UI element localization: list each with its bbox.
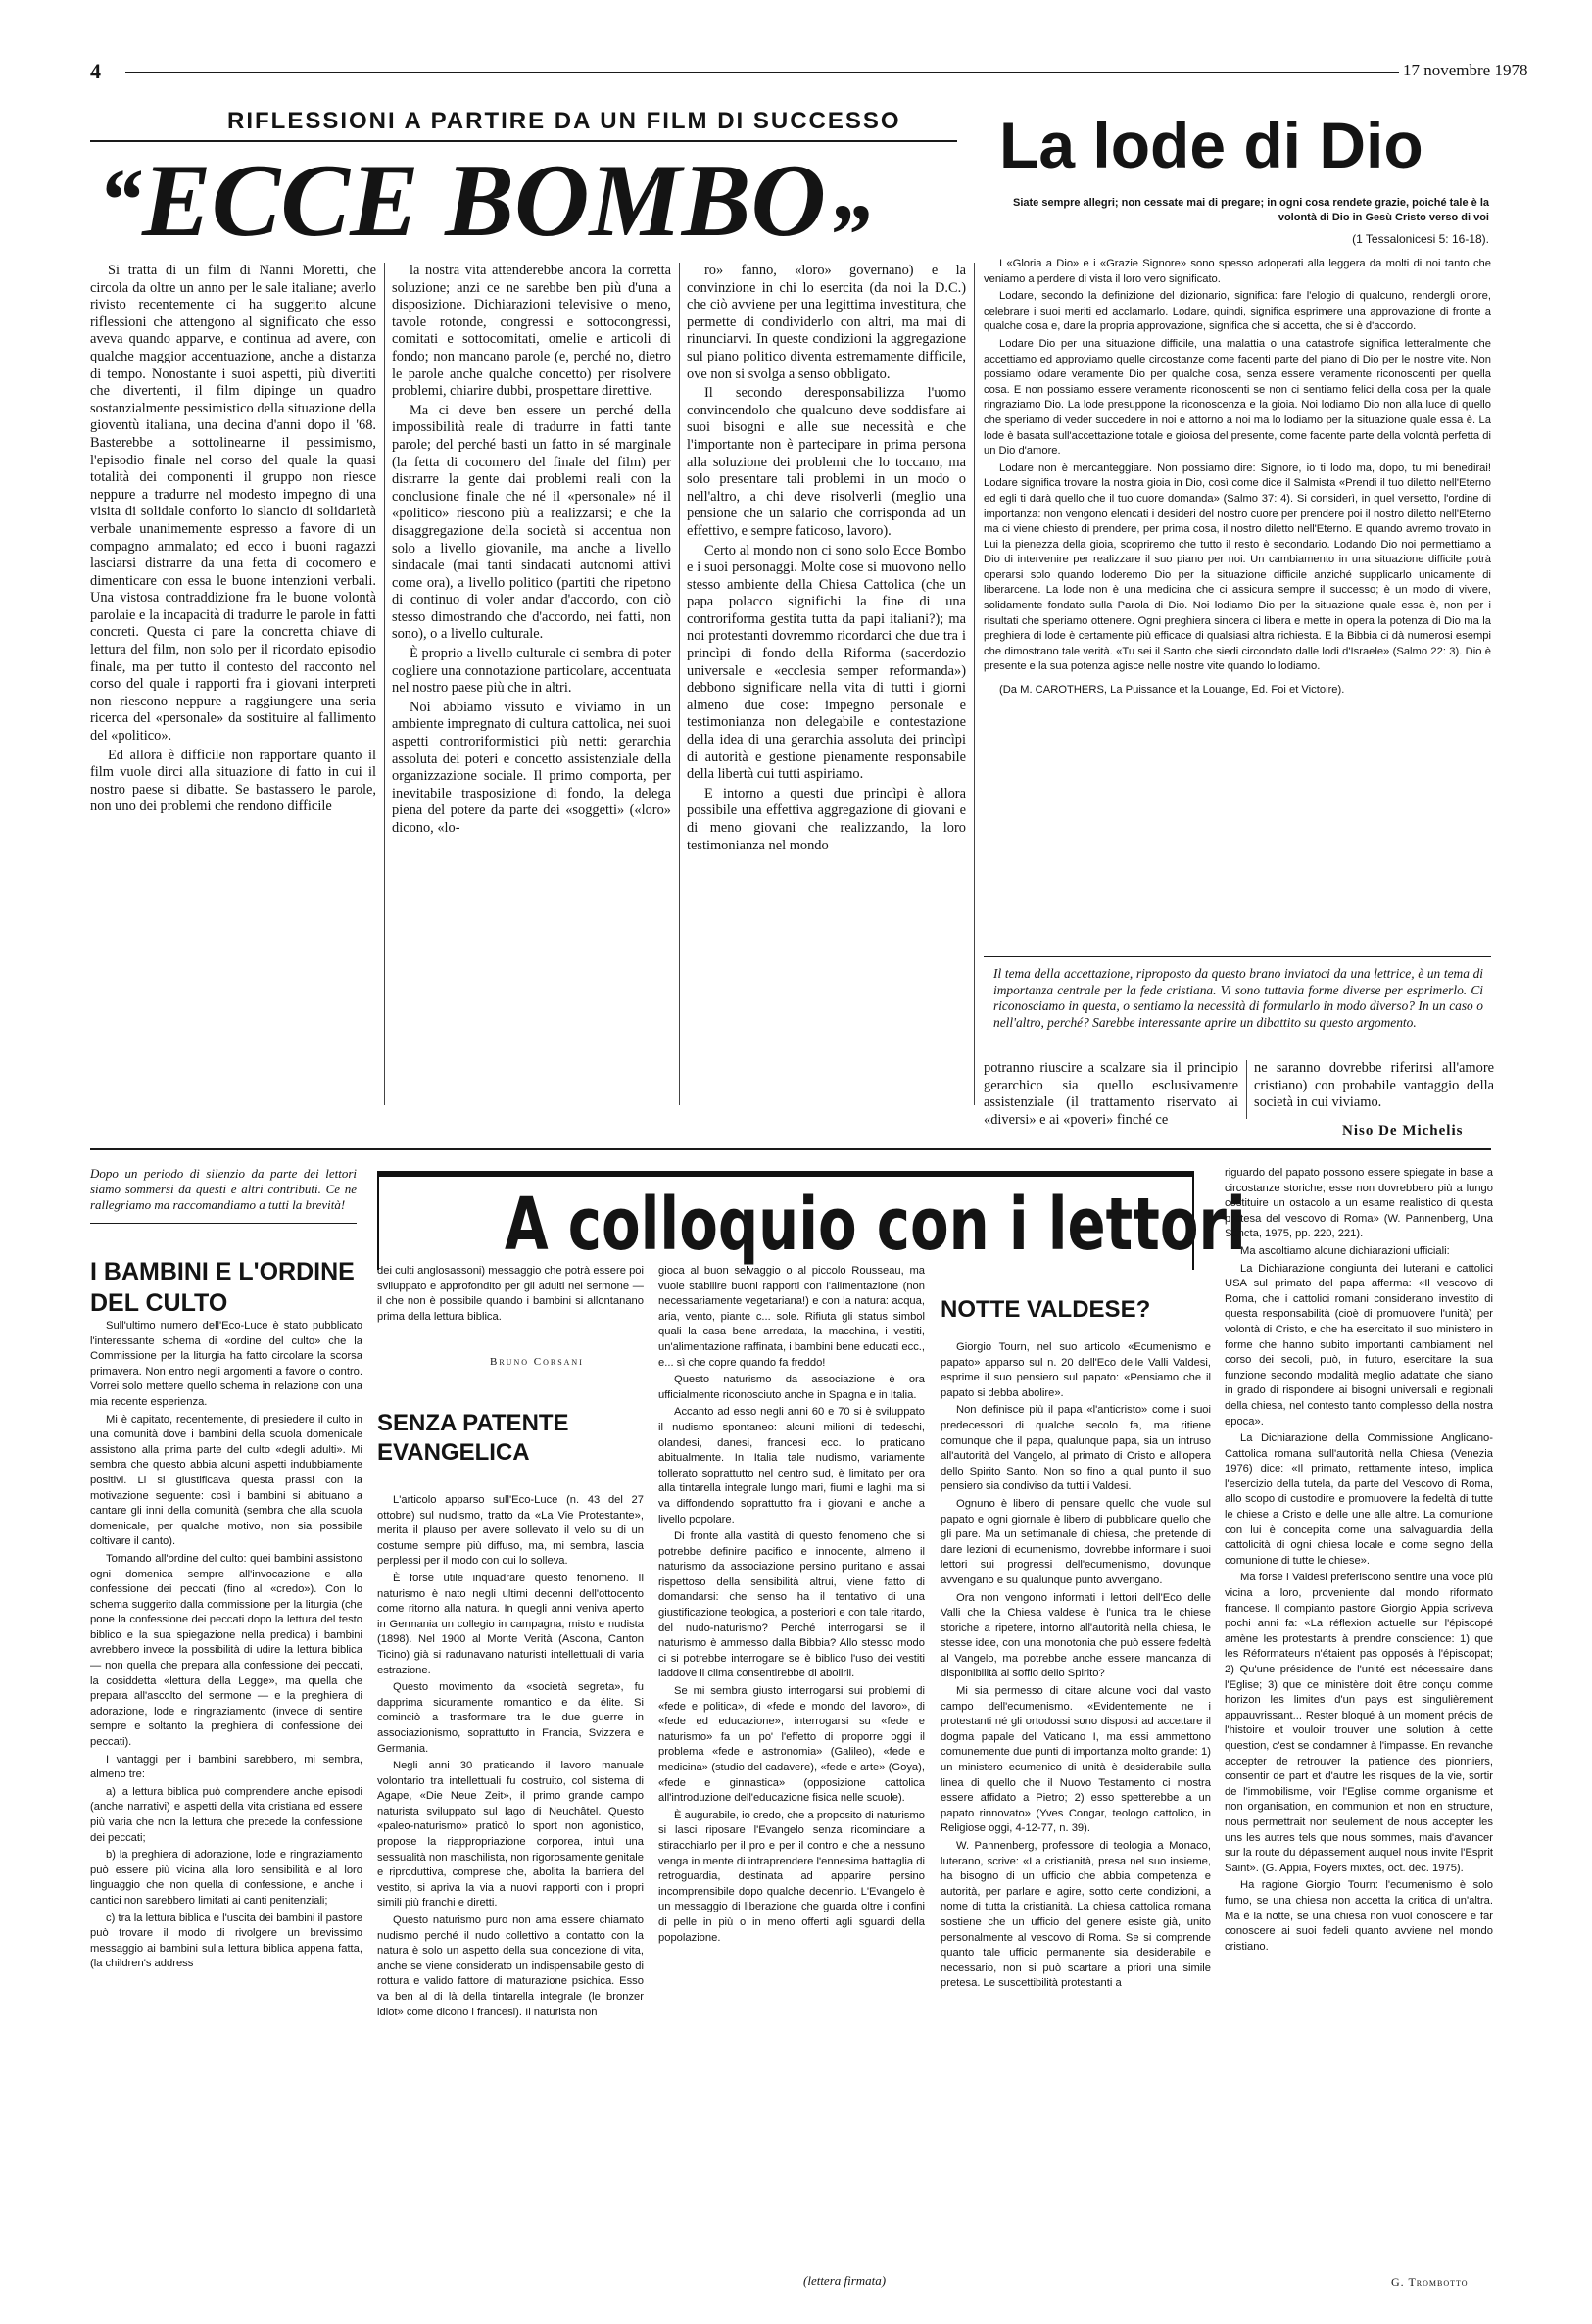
bambini-paragraph: dei culti anglosassoni) messaggio che potrà essere poi sviluppato e approfondito per gli adulti nel sermone — il che non è possibile quando i bambini si allontanano prima della lettura biblica.: [377, 1265, 644, 1323]
ecce-column-3: [687, 263, 966, 1115]
notte-paragraph: Ognuno è libero di pensare quello che vuole sul papato e ogni giornale è libero di pubblicare quello che gli pare. Ma un settimanale di chiesa, che pretende di dare lezioni di ecumenismo, dovrebbe informare i suoi lettori sui progressi dell'ecumenismo, dovunque avvengano e su qualunque punto avvengano.: [941, 1497, 1211, 1586]
lode-epigraph-ref: (1 Tessalonicesi 5: 16-18).: [1352, 232, 1489, 246]
ecce-paragraph: Il secondo deresponsabilizza l'uomo convincendolo che qualcuno deve soddisfare ai suoi bisogni e alle sue necessità e che l'importante non è partecipare in prima persona alla soluzione dei problemi che lo toccano, ma solo presentare tali problemi in un modo o nell'altro, a chi deve risolverli (meglio una pensione che un salario che corrisponda ad un effettivo, e sempre faticoso, lavoro).: [687, 385, 966, 539]
notte-paragraph: Ora non vengono informati i lettori dell'Eco delle Valli che la Chiesa valdese è l'unica tra le chiese storiche a ripetere, intorno all'autorità nella chiesa, le stesse idee, con una monotonia che può essere fedeltà al Vangelo, ma potrebbe anche essere mancanza di disponibilità al soffio dello Spirito?: [941, 1591, 1211, 1680]
ecce-title-text: ECCE BOMBO: [142, 143, 827, 258]
lode-editorial-note: Il tema della accettazione, riproposto da questo brano inviatoci da una lettrice, è un tema di importanza centrale per la fede cristiana. Vi sono tuttavia forme diverse per esprimerlo. Ci riconosciamo in questa, o sentiamo la necessità di formularlo in modo diverso? In un caso o nell'altro, perché? Sarebbe interessante aprire un dibattito su questo argomento.: [993, 966, 1483, 1030]
colloquio-title: A colloquio con i lettori: [505, 1183, 1246, 1267]
senza-paragraph: Questo naturismo puro non ama essere chiamato nudismo perché il nudo collettivo a contatto con la natura è solo un aspetto della sua concezione di vita, anche se viene considerato un indispensabile gesto di rottura e valido fattore di maturazione psichica. Esso va ben al di là della tintarella integrale (le bronzer idiot» come dicono i francesi). Il naturista non: [377, 1914, 644, 2018]
lode-epigraph-text: Siate sempre allegri; non cessate mai di pregare; in ogni cosa rendete grazie, poiché tale è la volontà di Dio in Gesù Cristo verso di voi: [1012, 197, 1489, 223]
lode-paragraph: Lodare, secondo la definizione del dizionario, significa: fare l'elogio di qualcuno, rendergli onore, celebrare i suoi meriti ed acclamarlo. Lodare, quindi, significa esprimere una approvazione di fronte a qualche cosa e, dare la propria approvazione, significa che si accetta, che si è d'accordo.: [984, 290, 1491, 333]
ecce-paragraph: Si tratta di un film di Nanni Moretti, che circola da oltre un anno per le sale italiane; averlo rivisto recentemente ci ha suggerito alcune riflessioni che attengono al significato che esso aveva quando apparve, e continua ad avere, con qualche maggior accentuazione, anche a distanza di tempo. Nonostante i suoi aspetti, più divertiti che divertenti, il film dipinge un quadro sostanzialmente pessimistico della situazione della gioventù italiana, una decina d'anni dopo il '68. Basterebbe a sottolinearne il pessimismo, l'episodio finale nel corso del quale la quasi totalità dei componenti il gruppo non riesce neppure a tradurre nel modesto impegno di una visita di solidale conforto lo slancio di solidarietà verbale unanimemente espresso a favore di un compagno ammalato; ed ecco i buoni ragazzi lasciarsi distrarre da una fetta di cocomero e dimenticare con essa le buone intenzioni verbali. Una vistosa contraddizione fra le buone volontà parolaie e la incapacità di tradurre le parole in fatti concreti. Questa ci pare la concretta chiave di lettura del film, non solo per il ricordato episodio finale, ma per tutto il contesto del racconto nel corso del quale i rapporti fra i giovani interpreti non riescono neppure a raggiungere una seria ricerca del «personale» da sostituire al fallimento del «politico».: [90, 263, 376, 745]
lode-note-rule: [984, 956, 1491, 957]
notte-paragraph: Ma forse i Valdesi preferiscono sentire una voce più vicina a loro, proveniente dal mondo riformato francese. Il compianto pastore Giorgio Appia scriveva pochi anni fa: «La réflexion actuelle sur l'épiscopé amène les protestants à prendre conscience: 1) que les Réformateurs n'étaient pas opposés à l'épiscopat; 2) Qu'une présidence de l'unité est nécessaire dans l'Eglise; 3) que ce ministère doit être conçu comme horizon les limites d'un pays est singulièrement appauvrissant... Rester bloqué à un moment précis de l'histoire et vouloir trouver une solution à cette question, c'est se condamner à l'impasse. En revanche accepter de retrouver la patience des pionniers, consentir de part et d'autre les risques de la vie, sortir de l'immobilisme, voir l'Eglise comme organisme et non organisation, en communion et non en structure, nous permettrait non seulement de nous accepter les uns les autres tels que nous sommes, mais d'avancer sur la route du dépassement auquel nous invite l'Esprit Saint». (G. Appia, Foyers mixtes, oct. déc. 1975).: [1225, 1572, 1493, 1874]
ecce-paragraph: Ed allora è difficile non rapportare quanto il film vuole dirci alla situazione di fatto in cui il nostro paese si dibatte. Se bastassero le parole, non uno dei problemi che rendono difficile: [90, 747, 376, 815]
ecce-paragraph: potranno riuscire a scalzare sia il principio gerarchico sia quello esclusivamente assistenziale (il trattamento riservato ai «diversi» e ai «poveri» finché ce: [984, 1060, 1238, 1128]
notte-paragraph: La Dichiarazione congiunta dei luterani e cattolici USA sul primato del papa afferma: «Il vescovo di Roma, che i cattolici romani considerano investito di questa responsabilità (cioè di promuovere l'unità) per volontà di Cristo, e che ha esercitato il suo ministero in forme che hanno subito importanti cambiamenti nel corso dei secoli, può, in futuro, esercitare la sua funzione secondo modalità meglio adattate che siano in grado di rispondere ai bisogni universali e regionali della chiesa, nel contesto tanto complesso della nostra epoca».: [1225, 1262, 1493, 1428]
header-rule: [125, 72, 1399, 73]
ecce-column-4: [984, 1060, 1238, 1128]
senza-paragraph: Questo naturismo da associazione è ora ufficialmente riconosciuto anche in Spagna e in Italia.: [658, 1374, 925, 1401]
lode-paragraph: I «Gloria a Dio» e i «Grazie Signore» sono spesso adoperati alla leggera da molti di noi tanto che veniamo a perdere di vista il loro vero significato.: [984, 258, 1491, 285]
senza-paragraph: Accanto ad esso negli anni 60 e 70 si è sviluppato il nudismo spontaneo: alcuni milioni di tedeschi, olandesi, danesi, francesi ecc. lo praticano abitualmente. In Italia tale nudismo, variamente tollerato soprattutto nel centro sud, è limitato per ora alla tintarella integrale lungo mari, fiumi e laghi, ma si va diffondendo soprattutto fra i giovani e anche a livello popolare.: [658, 1406, 925, 1525]
ecce-column-5: [1254, 1060, 1494, 1119]
lode-title: La lode di Dio: [999, 109, 1423, 181]
lode-source: (Da M. CAROTHERS, La Puissance et la Louange, Ed. Foi et Victoire).: [999, 684, 1345, 697]
lode-paragraph: Lodare Dio per una situazione difficile, una malattia o una catastrofe significa letteralmente che accettiamo ed approviamo quelle circostanze come facenti parte del piano di Dio per le nostre vite. Non possiamo lodare veramente Dio per qualche cosa, senza essere veramente riconoscenti per quella cosa. E non possiamo essere veramente riconoscenti se non ci sentiamo felici della cosa per la quale ringraziamo Dio. La lode presuppone la riconoscenza e la gioia. Noi lodiamo Dio non alla luce di quello che speriamo di veder succedere in noi e attorno a noi ma lo lodiamo per la situazione quale essa è. La lode è basata sull'accettazione totale e gioiosa del presente, come facente parte della volontà perfetta di un Dio d'amore.: [984, 337, 1491, 458]
ecce-paragraph: È proprio a livello culturale ci sembra di poter cogliere una connotazione particolare, accentuata nel nostro paese più che in altri.: [392, 646, 671, 697]
ecce-paragraph: Ma ci deve ben essere un perché della impossibilità reale di tradurre in fatti tante parole; del perché basti un fatto in sé marginale (la fetta di cocomero del finale del film) per distrarre la gente dai problemi reali con la conclusione finale che né il «personale» né il «politico» riescono più a realizzarsi; e che la disaggregazione della società si accentua non solo a livello giovanile, ma anche a livello sindacale (mai tanti sindacati autonomi attivi come ora), a livello politico (partiti che ripetono di continuo di voler andar d'accordo, con ciò stesso dimostrando che d'accordo, nei fatti, non sono), o a livello culturale.: [392, 402, 671, 643]
bambini-paragraph: Mi è capitato, recentemente, di presiedere il culto in una comunità dove i bambini della scuola domenicale assistono alla prima parte del culto «degli adulti». Mi sembra che questo abbia alcuni aspetti indubbiamente positivi. Li si giustificava questa prassi con la motivazione seguente: così i bambini si abituano a cantare gli inni della comunità (sembra che alla scuola domenicale, per qualche motivo, non sia possibile coltivare il canto).: [90, 1413, 362, 1548]
notte-column-2: [1225, 1166, 1493, 2273]
colloquio-intro-rule: [90, 1223, 357, 1224]
notte-paragraph: Ha ragione Giorgio Tourn: l'ecumenismo è solo fumo, se una chiesa non accetta la critica di un'altra. Ma è la notte, se una chiesa non vuol conoscere e far conoscere ai suoi fedeli quanto avviene nel mondo cristiano.: [1225, 1879, 1493, 1953]
notte-paragraph: Mi sia permesso di citare alcune voci dal vasto campo dell'ecumenismo. «Evidentemente ne i protestanti né gli ortodossi sono disposti ad accettare il dogma papale del Vaticano I, ma essi ammettono comunemente due punti di importanza molto grande: 1) un ministero ecumenico di unità è desiderabile sulla linea di quello che il Nuovo Testamento ci mostra essere affidato a Pietro; 2) esso spetterebbe a un papato rinnovato» (Yves Congar, teologo cattolico, in Religiose oggi, 4-12-77, n. 39).: [941, 1685, 1211, 1835]
senza-paragraph: Di fronte alla vastità di questo fenomeno che si potrebbe definire pacifico e innocente, almeno il naturismo da associazione persino puritano e assai rispettoso della sensibilità altrui, viene fatto di domandarsi: che senso ha il tentativo di una giustificazione teologica, a posteriori e con tale ritardo, del nudo-naturismo? Perché interrogarsi se il naturismo è ammesso dalla Bibbia? Allo stesso modo ci si potrebbe interrogare se è biblico l'uso dei vestiti laddove il clima consentirebbe di abolirli.: [658, 1530, 925, 1680]
notte-paragraph: Ma ascoltiamo alcune dichiarazioni ufficiali:: [1240, 1244, 1450, 1257]
quote-close: ”: [826, 187, 871, 284]
notte-paragraph: Giorgio Tourn, nel suo articolo «Ecumenismo e papato» apparso sul n. 20 dell'Eco delle Valli Valdesi, esprime il suo pensiero sul papato: «Pensiamo che il papato si debba abolire».: [941, 1341, 1211, 1399]
notte-paragraph: La Dichiarazione della Commissione Anglicano-Cattolica romana sull'autorità nella Chiesa (Venezia 1976) dice: «Il primato, rettamente inteso, implica l'esercizio della tutela, da parte del Vescovo di Roma, allo scopo di custodire e promuovere la fedeltà di tutte le chiese a Cristo e delle une alle altre. La comunione con lui è concepita come una salvaguardia della cattolicità di ogni chiesa locale e come segno della comunione di tutte le chiese».: [1225, 1432, 1493, 1567]
notte-title: NOTTE VALDESE?: [941, 1296, 1151, 1323]
ecce-kicker: RIFLESSIONI A PARTIRE DA UN FILM DI SUCCESSO: [227, 108, 901, 134]
lode-epigraph: [989, 196, 1489, 224]
issue-date: 17 novembre 1978: [1403, 61, 1528, 79]
section-separator: [90, 1148, 1491, 1150]
senza-paragraph: Se mi sembra giusto interrogarsi sui problemi di «fede e politica», di «fede e mondo del lavoro», di «fede ed educazione», interrogarsi su «fede e naturismo» fa un po' l'effetto di proporre oggi il problema «fede e astronomia» (Galileo), «fede e medicina» (studio del cadavere), «fede e arte» (Goya), «fede e ginnastica» (opposizione cattolica all'introduzione dell'educazione fisica nelle scuole).: [658, 1685, 925, 1805]
bambini-paragraph: b) la preghiera di adorazione, lode e ringraziamento può essere più vicina alla loro sensibilità e al loro linguaggio che non quella di confessione, e anche i cantici non sarebbero limitati ai canti penitenziali;: [90, 1849, 362, 1907]
senza-title: SENZA PATENTE EVANGELICA: [377, 1410, 569, 1466]
notte-paragraph: riguardo del papato possono essere spiegate in base a circostanze storiche; esse non dovrebbero più a lungo costituire un ostacolo a un esame realistico di questa pretesa del vescovo di Roma» (W. Pannenberg, Una Sancta, 1975, pp. 220, 221).: [1225, 1167, 1493, 1240]
bambini-paragraph: c) tra la lettura biblica e l'uscita dei bambini il pastore può trovare il modo di rivolgere un brevissimo messaggio ai bambini sulla lettura biblica appena fatta, (la children's address: [90, 1912, 362, 1970]
quote-open: “: [98, 152, 142, 249]
lode-paragraph: Lodare non è mercanteggiare. Non possiamo dire: Signore, io ti lodo ma, dopo, tu mi benedirai! Lodare significa trovare la nostra gioia in Dio, così come dice il Salmista «Prendi il tuo diletto nell'Eterno ed egli ti darà quello che il tuo cuore domanda» (Salmo 37: 4). Si considerì, in quel versetto, l'ordine di importanza: non vengono elencati i desideri del nostro cuore per prendere poi il nostro diletto nell'Eterno ma ci viene chiesto di prendere, per prima cosa, il nostro diletto nell'Eterno. E quando avremo trovato in Lui la pienezza della gioia, scopriremo che tutto il resto è secondario. Lodando Dio noi permettiamo a Dio di intervenire per realizzare il suo piano per noi. Un cambiamento in una situazione difficile potrà operarsi solo quando loderemo Dio per la situazione difficile anziché supplicarlo unicamente di liberarcene. La lode non è una medicina che ci assicura sempre il successo; è un modo di vivere, solidamente fondato sulla Parola di Dio. Noi lodiamo Dio per la situazione quale essa è, non per i risultati che speriamo ottenere. Ogni preghiera sincera ci libera e mette in opera la potenza di Dio ma la preghiera di lode è certamente più efficace di qualsiasi altra richiesta. E la Bibbia ci dà numerosi esempi che dimostrano tale verità. «Tu sei il Santo che siedi circondato dalle lodi d'Israele» (Salmo 22: 3). Dio è presente e la sua potenza agisce nelle nostre vite quando lo lodiamo.: [984, 461, 1491, 673]
colloquio-intro: Dopo un periodo di silenzio da parte dei lettori siamo sommersi da questi e altri contributi. Ce ne rallegriamo ma raccomandiamo a tutti la brevità!: [90, 1166, 357, 1212]
ecce-paragraph: ne saranno dovrebbe riferirsi all'amore cristiano) con probabile vantaggio della società in cui viviamo.: [1254, 1060, 1494, 1111]
senza-signature: (lettera firmata): [803, 2273, 887, 2288]
ecce-divider: [384, 263, 385, 1105]
notte-paragraph: Non definisce più il papa «l'anticristo» come i suoi predecessori di qualche secolo fa, ma ritiene comunque che il papa, qualunque papa, sia un intruso all'autorità del Vangelo, al primato di Cristo e all'opera dello Spirito Santo. Non so fino a qual punto il suo pensiero sia condiviso da tutti i Valdesi.: [941, 1404, 1211, 1493]
ecce-paragraph: la nostra vita attenderebbe ancora la corretta soluzione; anzi ce ne sarebbe ben più d'una a disposizione. Dichiarazioni televisive o meno, tavole rotonde, congressi e sottocongressi, comitati e sottocomitati, omelie e articoli di fondo; non mancano parole (e, perché no, dietro le parole anche qualche concetto) per risolvere problemi, chiarire dubbi, prospettare direttive.: [392, 263, 671, 400]
bambini-title: I BAMBINI E L'ORDINE DEL CULTO: [90, 1258, 355, 1317]
bambini-column-1: [90, 1319, 362, 2289]
senza-column-2: [658, 1264, 925, 2268]
ecce-divider: [679, 263, 680, 1105]
senza-paragraph: È forse utile inquadrare questo fenomeno. Il naturismo è nato negli ultimi decenni dell'ottocento come ritorno alla natura. In quegli anni veniva aperto in Germania un collegio in campagna, misto e nudista (1898). Nel 1900 al Monte Verità (Ascona, Canton Ticino) già si radunavano naturisti intellettuali di varia estrazione.: [377, 1572, 644, 1676]
senza-paragraph: È augurabile, io credo, che a proposito di naturismo si lasci riposare l'Evangelo senza ricominciare a stiracchiarlo per il pro e per il contro e che a nessuno venga in mente di intraprendere l'ennesima battaglia di retroguardia, destinata ad apparire persino incomprensibile dopo qualche decennio. L'Evangelo è un messaggio di liberazione che guarda oltre i confini di pelle in più o in meno offerti agli sguardi della popolazione.: [658, 1809, 925, 1944]
ecce-paragraph: Noi abbiamo vissuto e viviamo in un ambiente impregnato di cultura cattolica, nei suoi aspetti controriformistici più netti: gerarchia assoluta dei poteri e concetto assistenziale della organizzazione sociale. Il primo comporta, per inevitabile trasposizione di fondo, la delega piena del potere da parte dei «soggetti» («loro» dicono, «lo-: [392, 699, 671, 836]
page-number: 4: [90, 59, 101, 83]
bambini-paragraph: Sull'ultimo numero dell'Eco-Luce è stato pubblicato l'interessante schema di «ordine del culto» che la Commissione per la liturgia ha fatto circolare la scorsa primavera. Non entro negli argomenti a favore o contro. Vorrei solo mettere quello schema in relazione con una mia recente esperienza.: [90, 1320, 362, 1408]
ecce-signature: Niso De Michelis: [1342, 1123, 1464, 1138]
senza-column-1: [377, 1493, 644, 2289]
bambini-column-2: [377, 1264, 644, 1354]
ecce-paragraph: ro» fanno, «loro» governano) e la convinzione in chi lo esercita (da noi la D.C.) che ciò avviene per una legittima investitura, che permette di condividerlo con altri, ma mai di rinunciarvi. In queste condizioni la aggregazione sul piano politico diventa estremamente difficile, ove non si svolga a senso obbligato.: [687, 263, 966, 382]
bambini-paragraph: I vantaggi per i bambini sarebbero, mi sembra, almeno tre:: [90, 1753, 362, 1781]
ecce-kicker-rule: [90, 140, 957, 142]
lode-body: [984, 257, 1491, 952]
ecce-divider: [1246, 1060, 1247, 1119]
senza-paragraph: Questo movimento da «società segreta», fu dapprima sicuramente romantico e da élite. Si cominciò a trasformare tra le due guerre in associazionismo, soprattutto in Francia, Svizzera e Germania.: [377, 1681, 644, 1755]
ecce-paragraph: E intorno a questi due princìpi è allora possibile una effettiva aggregazione di giovani e di meno giovani che realizzando, la loro testimonianza nel mondo: [687, 785, 966, 853]
senza-paragraph: gioca al buon selvaggio o al piccolo Rousseau, ma vuole stabilire buoni rapporti con l'alimentazione (non necessariamente vegetariana!) e con la natura: acqua, aria, vento, piante c... sole. Rifiuta gli status simbol quali la casa bene arredata, la macchina, i vestiti, un'alimentazione raffinata, i bambini bene educati ecc., e... sì che copre quando fa freddo!: [658, 1265, 925, 1369]
ecce-column-2: [392, 263, 671, 1115]
bambini-paragraph: Tornando all'ordine del culto: quei bambini assistono ogni domenica sempre all'invocazione e alla confessione dei peccati (fino al «credo»). Con lo schema suggerito dalla commissione per la liturgia (che pone la confessione dei peccati dopo la lettura del testo biblico e la sua spiegazione nella predica) i bambini avrebbero invece la possibilità di udire la lettura biblica — non quella che prepara alla confessione dei peccati, la cosiddetta «lettura della Legge», ma quella che prepara all'ascolto del sermone — e la preghiera di adorazione, lode e ringraziamento (invece di sentire sempre e soltanto la preghiera di confessione dei peccati).: [90, 1552, 362, 1749]
bambini-paragraph: a) la lettura biblica può comprendere anche episodi (anche narrativi) e aspetti della vita cristiana ed essere più varia che non la lettura che precede la confessione dei peccati;: [90, 1785, 362, 1844]
notte-signature: G. Trombotto: [1391, 2275, 1469, 2289]
ecce-divider: [974, 263, 975, 1105]
ecce-column-1: [90, 263, 376, 1115]
bambini-signature: Bruno Corsani: [490, 1356, 584, 1368]
notte-paragraph: W. Pannenberg, professore di teologia a Monaco, luterano, scrive: «La cristianità, presa nel suo insieme, ha bisogno di un ufficio che abbia competenza e autorità, per parlare e agire, sotto certe condizioni, a nome di tutta la cristianità. La chiesa cattolica romana sostiene che un ufficio del genere esiste già, unito personalmente al vescovo di Roma. Se si comprende quanto tale ufficio permanente sia desiderabile e necessario, non si può scartare a priori una simile pretesa. Le suscettibilità protestanti a: [941, 1840, 1211, 1990]
senza-paragraph: Negli anni 30 praticando il lavoro manuale volontario tra intellettuali fu costruito, col sistema di Agape, «Die Neue Zeit», il primo grande campo naturista sviluppato sul lago di Neuchâtel. Questo «paleo-naturismo» praticò lo sport non agonistico, propose la riappropriazione corporea, intuì una sessualità non maschilista, non rigorosamente genitale e riproduttiva, comprese che, abolita la barriera del vestito, si apriva la via a nuovi rapporti con i propri simili più franchi e diretti.: [377, 1760, 644, 1910]
senza-paragraph: L'articolo apparso sull'Eco-Luce (n. 43 del 27 ottobre) sul nudismo, tratto da «La Vie Protestante», merita il plauso per avere sollevato il velo su di un costume sempre più diffuso, ma, mi sembra, lascia perplessi per il modo con cui lo solleva.: [377, 1494, 644, 1568]
notte-column-1: [941, 1340, 1211, 2289]
ecce-paragraph: Certo al mondo non ci sono solo Ecce Bombo e i suoi personaggi. Molte cose si muovono nello stesso ambiente della Chiesa Cattolica (che un papa polacco significhi la fine di una controriforma gestita tutta da papi italiani?); ma noi protestanti dovremmo ricordarci che due tra i princìpi di fondo della Riforma (sacerdozio universale e «ecclesia semper reformanda») debbono significare nella vita di tutti i giorni almeno due cose: impegno personale e testimonianza non delegabile e contestazione della idea di una gerarchia assoluta dei princìpi di autorità e gestione pienamente responsabile della libertà cui tutti aspiriamo.: [687, 542, 966, 783]
colloquio-title-box: [377, 1171, 1246, 1270]
